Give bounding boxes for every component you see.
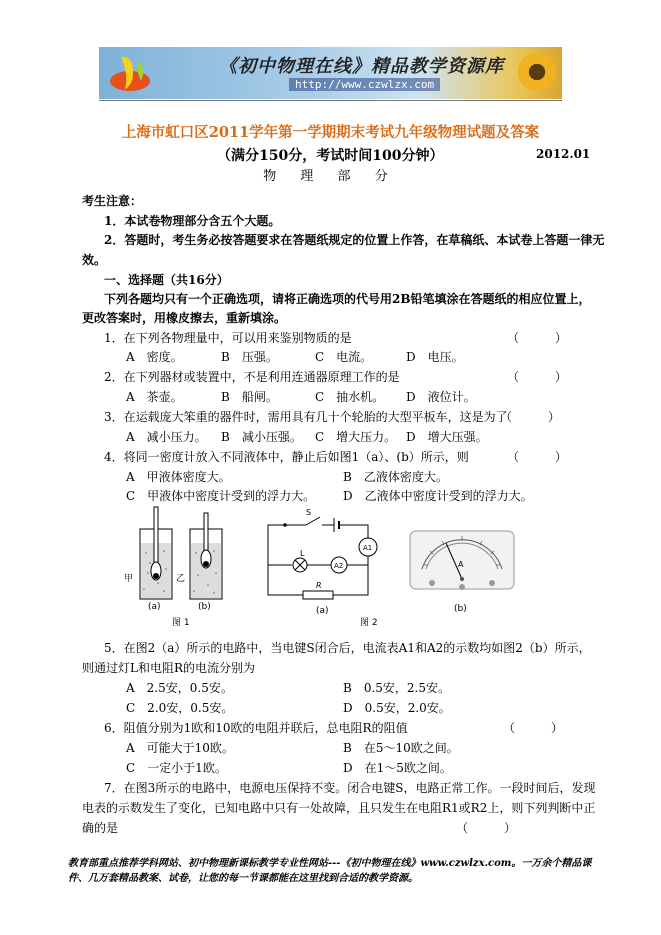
circuit-ammeter-1-label: A1 bbox=[363, 544, 373, 552]
question-1-stem: 1．在下列各物理量中，可以用来鉴别物质的是 bbox=[104, 331, 352, 345]
footer-line-2: 件、几万套精品教案、试卷，让您的每一节课都能在这里找到合适的教学资源。 bbox=[68, 873, 418, 884]
question-3-option-d: D 增大压强。 bbox=[406, 430, 488, 444]
question-1-answer-blank: （ ） bbox=[507, 331, 568, 345]
question-5-option-a: A 2.5安，0.5安。 bbox=[126, 681, 233, 695]
question-2-option-a: A 茶壶。 bbox=[126, 390, 183, 404]
circuit-resistor-label: R bbox=[316, 581, 322, 590]
question-3-option-b: B 减小压强。 bbox=[221, 430, 302, 444]
question-5-option-d: D 0.5安，2.0安。 bbox=[343, 701, 451, 715]
question-2-option-b: B 船闸。 bbox=[221, 390, 278, 404]
sunflower-icon bbox=[518, 53, 556, 91]
exam-subtitle: （满分150分，考试时间100分钟） bbox=[217, 148, 444, 164]
banner-url[interactable]: http://www.czwlzx.com bbox=[289, 78, 440, 91]
notice-heading: 考生注意： bbox=[82, 194, 143, 208]
meter-unit-label: A bbox=[458, 560, 464, 569]
notice-item-2a: 2．答题时，考生务必按答题要求在答题纸规定的位置上作答，在草稿纸、本试卷上答题一律无 bbox=[104, 233, 605, 247]
question-1-option-c: C 电流。 bbox=[315, 350, 373, 364]
question-4-stem: 4．将同一密度计放入不同液体中，静止后如图1（a）、(b）所示，则 bbox=[104, 450, 469, 464]
figure-1a-beaker bbox=[140, 507, 172, 599]
question-7-stem-a: 7．在图3所示的电路中，电源电压保持不变。闭合电键S，电路正常工作。一段时间后，发现 bbox=[104, 781, 596, 795]
question-4-option-d: D 乙液体中密度计受到的浮力大。 bbox=[343, 489, 533, 503]
figure-2a-circuit bbox=[268, 517, 377, 599]
question-5-stem-b: 则通过灯L和电阻R的电流分别为 bbox=[82, 661, 256, 675]
figures-1-2 bbox=[120, 503, 620, 633]
site-logo-icon bbox=[107, 51, 153, 95]
question-3-option-c: C 增大压力。 bbox=[315, 430, 397, 444]
question-6-option-b: B 在5～10欧之间。 bbox=[343, 741, 459, 755]
footer-line-1: 教育部重点推荐学科网站、初中物理新课标教学专业性网站---《初中物理在线》www.czwlzx.com。一万余个精品课 bbox=[68, 858, 592, 869]
question-3-option-a: A 减小压力。 bbox=[126, 430, 207, 444]
question-2-answer-blank: （ ） bbox=[507, 370, 568, 384]
question-6-stem: 6．阻值分别为1欧和10欧的电阻并联后，总电阻R的阻值 bbox=[104, 721, 408, 735]
exam-date: 2012.01 bbox=[536, 147, 591, 161]
question-4-option-b: B 乙液体密度大。 bbox=[343, 470, 448, 484]
question-5-stem-a: 5．在图2（a）所示的电路中，当电键S闭合后，电流表A1和A2的示数均如图2（b）所示， bbox=[104, 641, 591, 655]
figure-1-jia-label: 甲 bbox=[124, 574, 134, 584]
figure-1-yi-label: 乙 bbox=[176, 574, 186, 584]
question-4-option-c: C 甲液体中密度计受到的浮力大。 bbox=[126, 489, 316, 503]
question-4-answer-blank: （ ） bbox=[507, 450, 568, 464]
question-6-answer-blank: （ ） bbox=[503, 721, 564, 735]
site-banner bbox=[99, 47, 562, 99]
question-5-option-c: C 2.0安，0.5安。 bbox=[126, 701, 234, 715]
figure-2a-label: (a) bbox=[316, 606, 329, 616]
question-7-answer-blank: （ ） bbox=[456, 821, 517, 835]
figure-2-caption: 图 2 bbox=[360, 618, 378, 628]
question-2-option-d: D 液位计。 bbox=[406, 390, 476, 404]
figure-1-caption: 图 1 bbox=[172, 618, 190, 628]
document-title: 上海市虹口区2011学年第一学期期末考试九年级物理试题及答案 bbox=[121, 124, 540, 141]
circuit-ammeter-2-label: A2 bbox=[334, 562, 344, 570]
figure-2b-label: (b) bbox=[454, 604, 467, 614]
figure-1b-beaker bbox=[190, 513, 222, 599]
figure-1a-label: (a) bbox=[148, 602, 161, 612]
question-7-stem-b: 电表的示数发生了变化，已知电路中只有一处故障，且只发生在电阻R1或R2上，则下列判断中正 bbox=[82, 801, 596, 815]
figure-1b-label: (b) bbox=[198, 602, 211, 612]
notice-item-2b: 效。 bbox=[82, 253, 107, 267]
circuit-switch-label: S bbox=[306, 508, 312, 517]
question-6-option-a: A 可能大于10欧。 bbox=[126, 741, 234, 755]
section-instructions-b: 更改答案时，用橡皮擦去，重新填涂。 bbox=[82, 311, 287, 325]
header-divider bbox=[99, 100, 562, 101]
part-heading: 物 理 部 分 bbox=[263, 169, 398, 184]
question-6-option-c: C 一定小于1欧。 bbox=[126, 761, 227, 775]
question-3-answer-blank: （ ） bbox=[500, 410, 561, 424]
banner-title: 《初中物理在线》精品教学资源库 bbox=[219, 56, 504, 77]
circuit-lamp-label: L bbox=[300, 549, 305, 558]
question-2-stem: 2．在下列器材或装置中，不是利用连通器原理工作的是 bbox=[104, 370, 400, 384]
question-1-option-b: B 压强。 bbox=[221, 350, 278, 364]
section-heading: 一、选择题（共16分） bbox=[104, 273, 229, 287]
question-2-option-c: C 抽水机。 bbox=[315, 390, 385, 404]
question-3-stem: 3．在运载庞大笨重的器件时，需用具有几十个轮胎的大型平板车，这是为了 bbox=[104, 410, 508, 424]
question-1-option-d: D 电压。 bbox=[406, 350, 464, 364]
section-instructions-a: 下列各题均只有一个正确选项，请将正确选项的代号用2B铅笔填涂在答题纸的相应位置上， bbox=[104, 292, 591, 306]
page-footer bbox=[68, 856, 598, 886]
question-7-stem-c: 确的是 bbox=[82, 821, 119, 835]
question-1-option-a: A 密度。 bbox=[126, 350, 183, 364]
question-6-option-d: D 在1～5欧之间。 bbox=[343, 761, 452, 775]
notice-item-1: 1．本试卷物理部分含五个大题。 bbox=[104, 214, 281, 228]
question-4-option-a: A 甲液体密度大。 bbox=[126, 470, 231, 484]
question-5-option-b: B 0.5安，2.5安。 bbox=[343, 681, 450, 695]
